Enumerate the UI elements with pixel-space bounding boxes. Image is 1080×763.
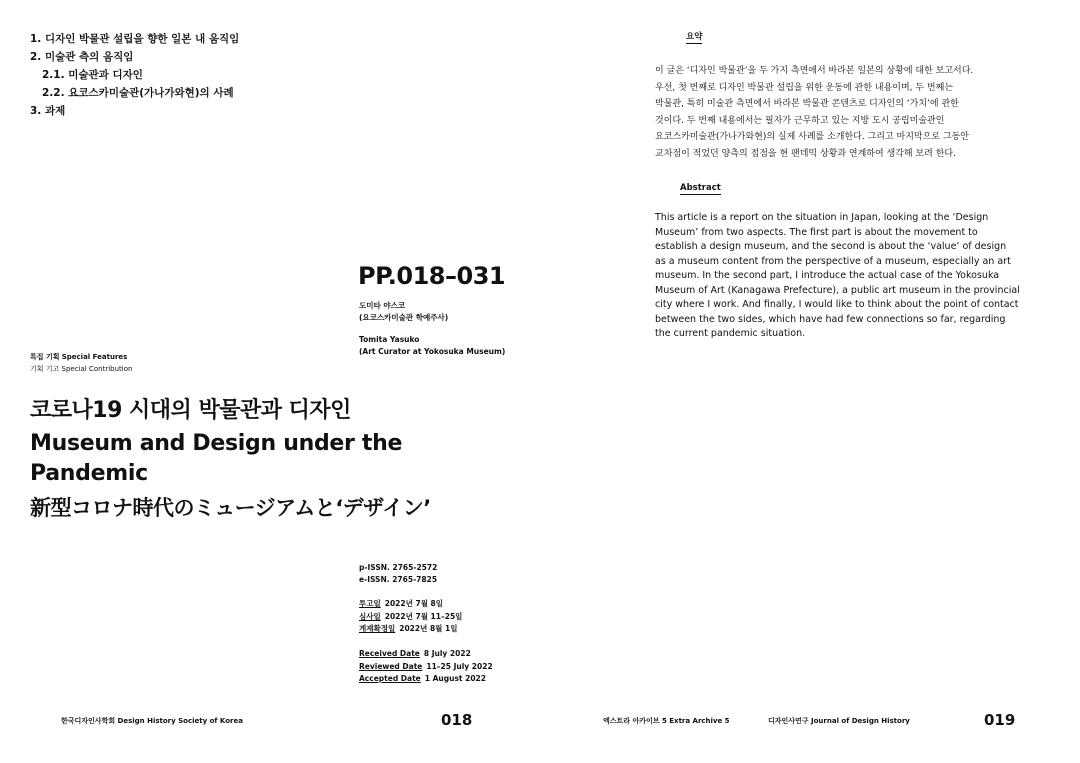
date-label: 투고일 (359, 599, 381, 608)
contribution-label-en: Special Contribution (61, 365, 133, 373)
author-name-en: Tomita Yasuko (359, 335, 420, 344)
date-label: 심사일 (359, 611, 381, 621)
abstract-line: city where I work. And finally, I would like to think about the point of contact (655, 299, 1019, 310)
e-issn: e-ISSN. 2765-7825 (359, 575, 438, 584)
footer-journal: 디자인사연구 Journal of Design History (768, 717, 910, 725)
summary-heading: 요약 (686, 32, 703, 42)
issn-block (359, 562, 437, 586)
title-japanese: 新型コロナ時代のミュージアムと‘デザイン’ (30, 496, 431, 520)
contribution-label-ko: 기획 기고 (30, 365, 60, 373)
author-name-ko: 도미타 야스코 (359, 301, 406, 310)
toc-item[interactable]: 2. 미술관 측의 움직임 (30, 51, 134, 63)
toc-item[interactable]: 3. 과제 (30, 105, 66, 117)
date-value: 1 August 2022 (424, 674, 486, 683)
date-value: 11–25 July 2022 (426, 661, 493, 671)
date-label: 게재확정일 (359, 624, 396, 633)
feature-label-en: Special Features (61, 353, 128, 361)
footer-series: 엑스트라 아카이브 5 Extra Archive 5 (603, 717, 730, 725)
date-value: 2022년 7월 8일 (384, 599, 444, 608)
abstract-line: Museum’ from two aspects. The first part is about the movement to (655, 226, 978, 238)
page-number-right: 019 (984, 711, 1016, 729)
table-of-contents (30, 30, 239, 120)
date-row (359, 598, 462, 611)
page-number-left: 018 (441, 711, 473, 729)
toc-item[interactable]: 2.1. 미술관과 디자인 (42, 69, 143, 81)
date-label: Reviewed Date (359, 661, 423, 671)
date-value: 2022년 7월 11–25일 (384, 611, 463, 621)
summary-body (655, 63, 1055, 162)
title-korean: 코로나19 시대의 박물관과 디자인 (30, 398, 351, 423)
summary-line: 이 글은 ‘디자인 박물관’을 두 가지 측면에서 바라본 일본의 상황에 대한 보고서다. (655, 66, 974, 76)
date-row (359, 623, 462, 636)
summary-line: 요코스카미술관(가나가와현)의 실제 사례를 소개한다. 그리고 마지막으로 그동안 (655, 132, 969, 142)
toc-item[interactable]: 1. 디자인 박물관 설립을 향한 일본 내 움직임 (30, 33, 240, 45)
abstract-line: establish a design museum, and the second is about the ‘value’ of design (655, 241, 1007, 252)
abstract-line: This article is a report on the situation in Japan, looking at the ‘Design (655, 212, 989, 223)
date-value: 8 July 2022 (423, 649, 471, 658)
title-english: Museum and Design under the Pandemic (30, 431, 403, 486)
summary-line: 교차점이 적었던 양측의 접점을 현 팬데믹 상황과 연계하여 생각해 보려 한다. (655, 148, 956, 159)
dates-korean (359, 598, 462, 636)
date-row (359, 661, 493, 674)
page-range: PP.018–031 (358, 262, 506, 290)
summary-line: 박물관, 특히 미술관 측면에서 바라본 박물관 콘텐츠로 디자인의 ‘가치’에 관한 (655, 99, 959, 109)
abstract-line: museum. In the second part, I introduce the actual case of the Yokosuka (655, 270, 1000, 281)
abstract-body (655, 211, 1060, 342)
date-value: 2022년 8월 1일 (399, 624, 458, 633)
feature-labels (30, 351, 132, 375)
abstract-line: between the two sides, which have had few connections so far, regarding (655, 313, 1006, 325)
author-en-block (359, 334, 505, 357)
abstract-line: the current pandemic situation. (655, 328, 806, 339)
date-label: Accepted Date (359, 674, 421, 683)
summary-line: 것이다. 두 번째 내용에서는 필자가 근무하고 있는 지방 도시 공립미술관인 (655, 115, 945, 126)
date-row (359, 648, 493, 661)
summary-line: 우선, 첫 번째로 디자인 박물관 설립을 위한 운동에 관한 내용이며, 두 번째는 (655, 82, 954, 93)
author-affiliation-en: (Art Curator at Yokosuka Museum) (359, 346, 506, 356)
footer-society: 한국디자인사학회 Design History Society of Korea (61, 717, 243, 725)
author-affiliation-ko: (요코스카미술관 학예주사) (359, 312, 449, 322)
feature-label-ko: 특집 기획 (30, 353, 60, 361)
abstract-heading: Abstract (680, 183, 721, 193)
abstract-line: Museum of Art (Kanagawa Prefecture), a public art museum in the provincial (655, 284, 1020, 296)
dates-english (359, 648, 493, 686)
date-label: Received Date (359, 649, 420, 658)
date-row (359, 673, 493, 686)
p-issn: p-ISSN. 2765-2572 (359, 563, 438, 572)
date-row (359, 611, 462, 624)
author-ko-block (359, 300, 448, 323)
abstract-line: as a museum content from the perspective of a museum, especially an art (655, 255, 1011, 267)
toc-item[interactable]: 2.2. 요코스카미술관(가나가와현)의 사례 (42, 87, 234, 99)
